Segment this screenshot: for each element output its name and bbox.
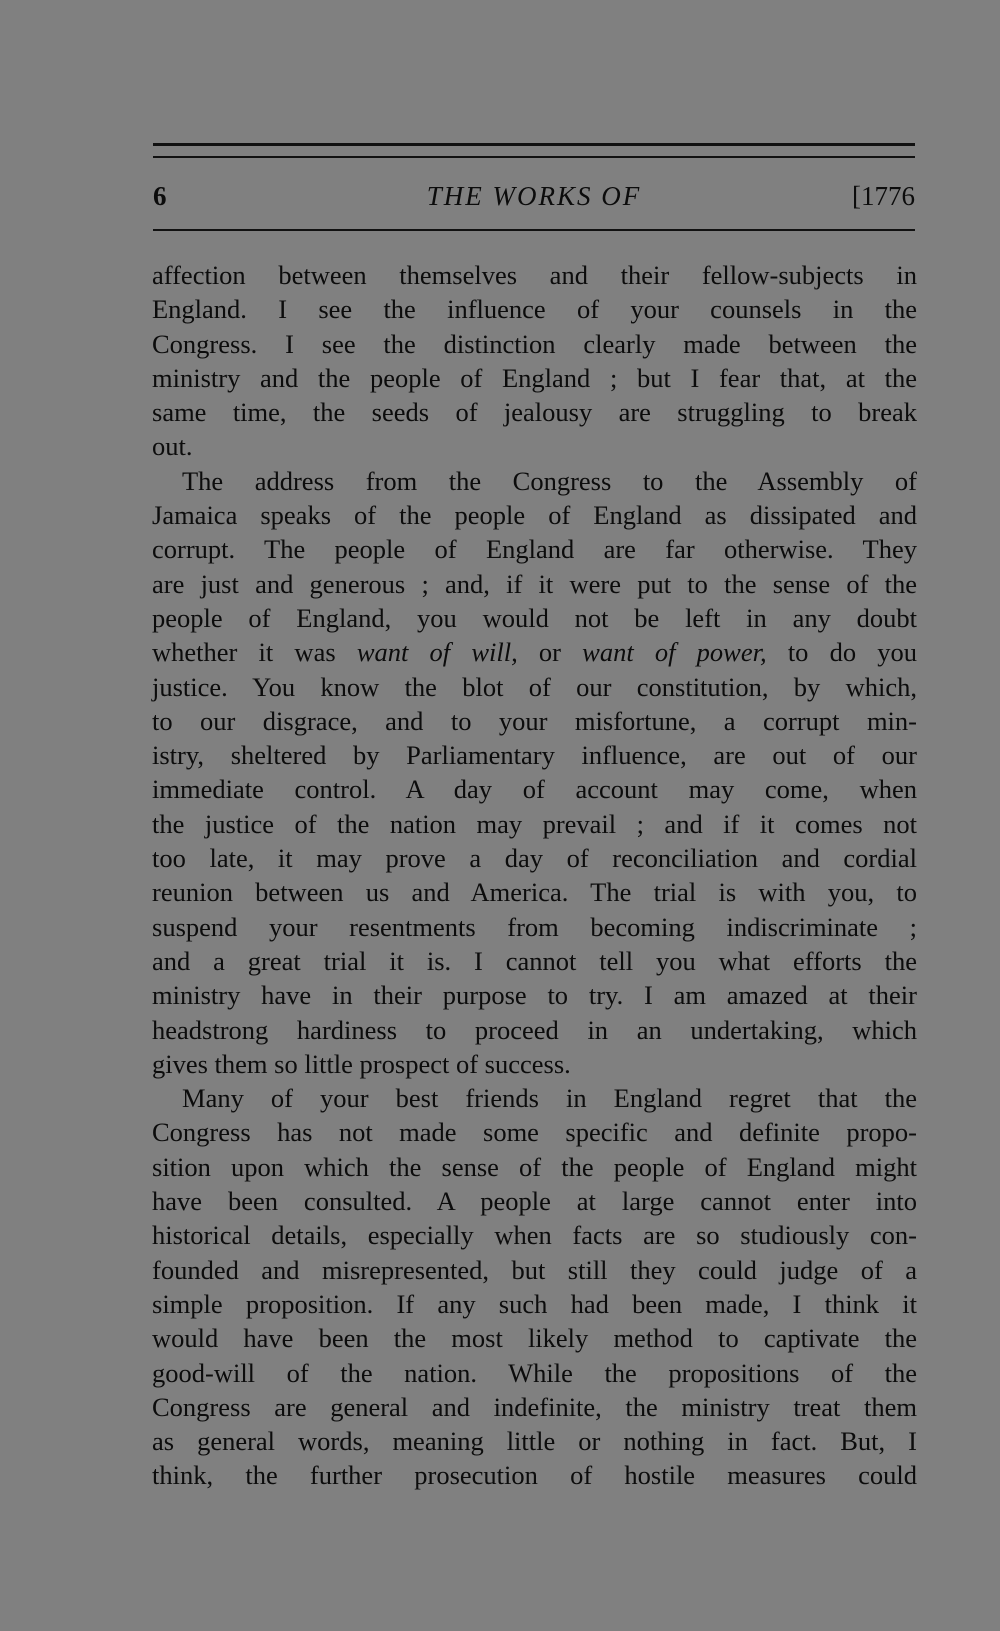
page-number: 6 <box>153 181 167 211</box>
text-line: historical details, especially when facts are so studiously con- <box>152 1220 917 1251</box>
text-fragment: or <box>538 637 561 668</box>
running-header <box>153 176 915 216</box>
running-title: THE WORKS OF <box>426 181 642 211</box>
text-line: simple proposition. If any such had been made, I think it <box>152 1288 917 1319</box>
text-line-with-italics <box>152 635 917 669</box>
header-year: [1776 <box>852 181 915 211</box>
text-line: as general words, meaning little or nothing in fact. But, I <box>152 1426 917 1457</box>
text-line: suspend your resentments from becoming indiscriminate ; <box>152 911 917 942</box>
text-line: good-will of the nation. While the propositions of the <box>152 1357 917 1388</box>
text-line: people of England, you would not be left in any doubt <box>152 602 917 633</box>
text-line: England. I see the influence of your counsels in the <box>152 294 917 325</box>
text-fragment: to do you <box>787 637 918 668</box>
text-line: founded and misrepresented, but still they could judge of a <box>152 1254 917 1285</box>
paragraph-start-line: Many of your best friends in England regret that the <box>182 1083 917 1114</box>
text-line: reunion between us and America. The trial is with you, to <box>152 877 917 908</box>
text-line: to our disgrace, and to your misfortune, a corrupt min- <box>152 705 917 736</box>
text-line: would have been the most likely method to captivate the <box>152 1323 917 1354</box>
text-line: and a great trial it is. I cannot tell you what efforts the <box>152 945 917 976</box>
body-text <box>152 258 917 1493</box>
paragraph-start-line: The address from the Congress to the Assembly of <box>182 465 917 496</box>
text-line: immediate control. A day of account may come, when <box>152 774 917 805</box>
header-rule-bottom <box>153 229 915 231</box>
text-line: the justice of the nation may prevail ; and if it comes not <box>152 808 917 839</box>
text-line: sition upon which the sense of the people of England might <box>152 1151 917 1182</box>
text-line: ministry and the people of England ; but I fear that, at the <box>152 362 917 393</box>
text-line: Congress are general and indefinite, the ministry treat them <box>152 1391 917 1422</box>
text-line: out. <box>152 431 193 462</box>
text-line: ministry have in their purpose to try. I am amazed at their <box>152 980 917 1011</box>
text-line: too late, it may prove a day of reconciliation and cordial <box>152 843 917 874</box>
text-line: headstrong hardiness to proceed in an undertaking, which <box>152 1014 917 1045</box>
text-line: same time, the seeds of jealousy are struggling to break <box>152 397 917 428</box>
text-line: affection between themselves and their fellow-subjects in <box>152 260 917 290</box>
text-line: have been consulted. A people at large cannot enter into <box>152 1186 917 1217</box>
text-line: are just and generous ; and, if it were put to the sense of the <box>152 568 917 599</box>
italic-phrase: want of will, <box>356 637 518 668</box>
text-fragment: whether it was <box>152 637 336 668</box>
text-line: istry, sheltered by Parliamentary influence, are out of our <box>152 740 917 771</box>
header-rule-second <box>153 156 915 158</box>
text-line: gives them so little prospect of success. <box>152 1048 571 1079</box>
header-rule-top <box>153 143 915 146</box>
text-line: corrupt. The people of England are far otherwise. They <box>152 534 917 565</box>
italic-phrase: want of power, <box>582 637 767 668</box>
text-line: Congress has not made some specific and definite propo- <box>152 1117 917 1148</box>
text-line: justice. You know the blot of our constitution, by which, <box>152 671 917 702</box>
text-line: think, the further prosecution of hostile measures could <box>152 1460 917 1491</box>
text-line: Congress. I see the distinction clearly made between the <box>152 328 917 359</box>
text-line: Jamaica speaks of the people of England as dissipated and <box>152 500 917 531</box>
